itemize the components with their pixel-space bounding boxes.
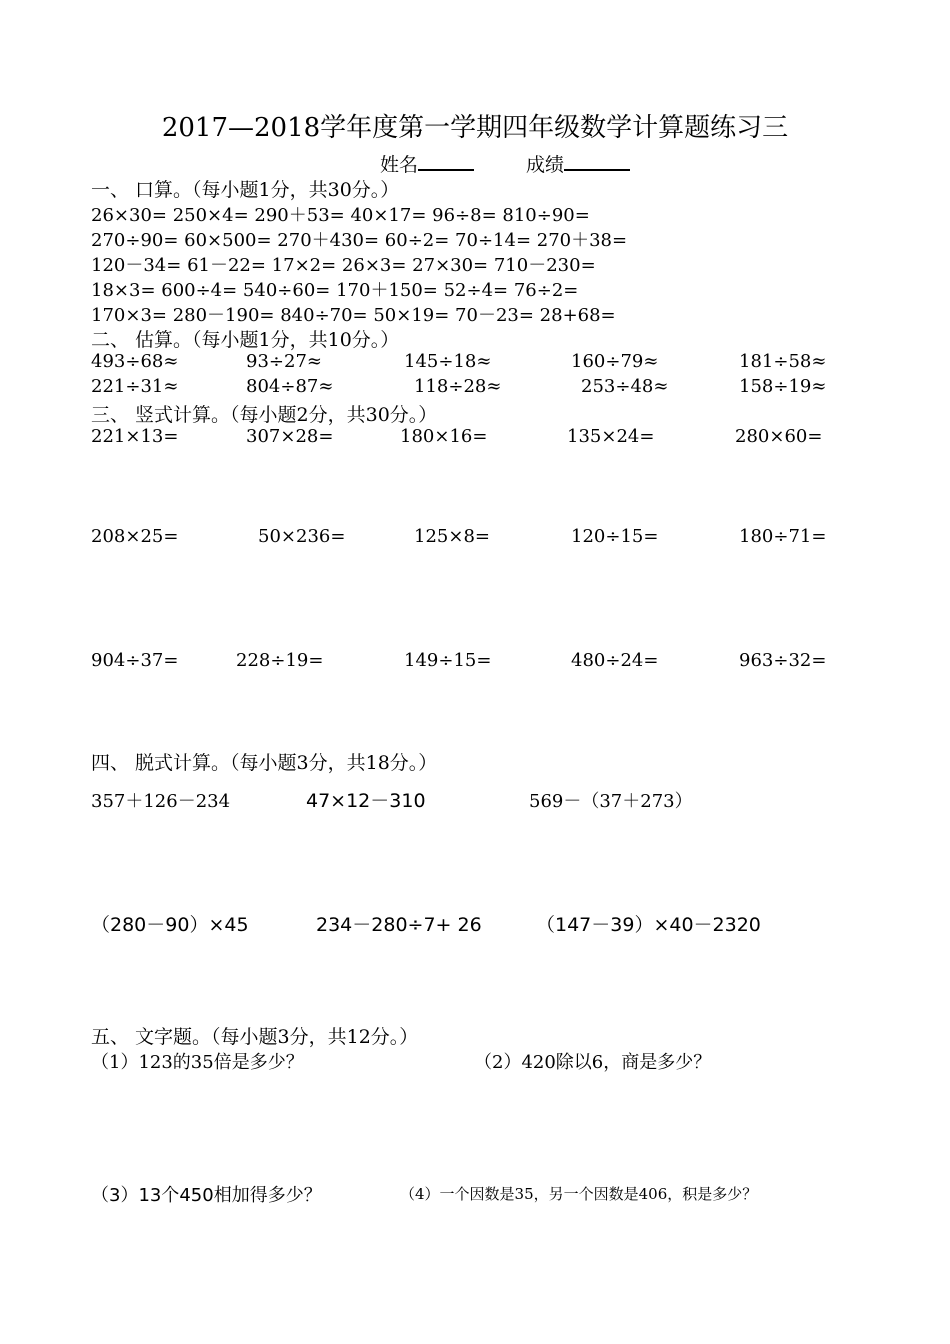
section-2-heading: 二、 估算。（每小题1分，共10分。） [91,329,400,351]
vertical-calc-item: 904÷37= [91,650,179,671]
word-problem-4: （4）一个因数是35，另一个因数是406，积是多少？ [400,1185,758,1203]
vertical-calc-item: 180÷71= [739,526,827,547]
vertical-calc-item: 125×8= [414,526,490,547]
word-problem-3: （3）13个450相加得多少？ [91,1185,322,1206]
vertical-calc-item: 135×24= [567,426,655,447]
oral-row: 170×3= 280－190= 840÷70= 50×19= 70－23= 28+68= [91,305,616,326]
estimate-item: 253÷48≈ [581,376,669,397]
oral-row: 18×3= 600÷4= 540÷60= 170＋150= 52÷4= 76÷2= [91,280,579,301]
vertical-calc-item: 120÷15= [571,526,659,547]
estimate-item: 221÷31≈ [91,376,179,397]
vertical-calc-item: 180×16= [400,426,488,447]
vertical-calc-item: 221×13= [91,426,179,447]
estimate-item: 118÷28≈ [414,376,502,397]
vertical-calc-item: 280×60= [735,426,823,447]
section-4-heading: 四、 脱式计算。（每小题3分，共18分。） [91,752,438,774]
word-problem-2: （2）420除以6，商是多少？ [474,1052,712,1073]
estimate-item: 181÷58≈ [739,351,827,372]
stepwise-item: 47×12－310 [306,790,426,812]
estimate-item: 93÷27≈ [246,351,322,372]
score-field[interactable] [526,150,630,177]
vertical-calc-item: 307×28= [246,426,334,447]
oral-row: 26×30= 250×4= 290＋53= 40×17= 96÷8= 810÷90= [91,205,590,226]
name-blank[interactable] [418,151,474,171]
word-problem-1: （1）123的35倍是多少？ [91,1052,304,1073]
stepwise-item: 569－（37＋273） [529,791,693,812]
score-blank[interactable] [564,151,630,171]
stepwise-item: （147－39）×40－2320 [536,914,761,936]
name-field[interactable] [380,150,474,177]
vertical-calc-item: 50×236= [258,526,346,547]
estimate-item: 160÷79≈ [571,351,659,372]
section-3-heading: 三、 竖式计算。（每小题2分，共30分。） [91,404,438,426]
oral-row: 270÷90= 60×500= 270＋430= 60÷2= 70÷14= 270＋38= [91,230,628,251]
section-1-heading: 一、 口算。（每小题1分，共30分。） [91,179,400,201]
estimate-item: 493÷68≈ [91,351,179,372]
vertical-calc-item: 228÷19= [236,650,324,671]
vertical-calc-item: 480÷24= [571,650,659,671]
score-label: 成绩 [526,154,565,176]
estimate-item: 145÷18≈ [404,351,492,372]
estimate-item: 804÷87≈ [246,376,334,397]
page-title: 2017—2018学年度第一学期四年级数学计算题练习三 [161,113,789,143]
stepwise-item: （280－90）×45 [91,914,249,936]
oral-row: 120－34= 61－22= 17×2= 26×3= 27×30= 710－230= [91,255,596,276]
section-5-heading: 五、 文字题。（每小题3分，共12分。） [91,1026,419,1048]
estimate-item: 158÷19≈ [739,376,827,397]
stepwise-item: 357＋126－234 [91,791,231,812]
name-label: 姓名 [380,154,419,176]
vertical-calc-item: 208×25= [91,526,179,547]
vertical-calc-item: 149÷15= [404,650,492,671]
vertical-calc-item: 963÷32= [739,650,827,671]
stepwise-item: 234－280÷7+ 26 [316,914,482,936]
